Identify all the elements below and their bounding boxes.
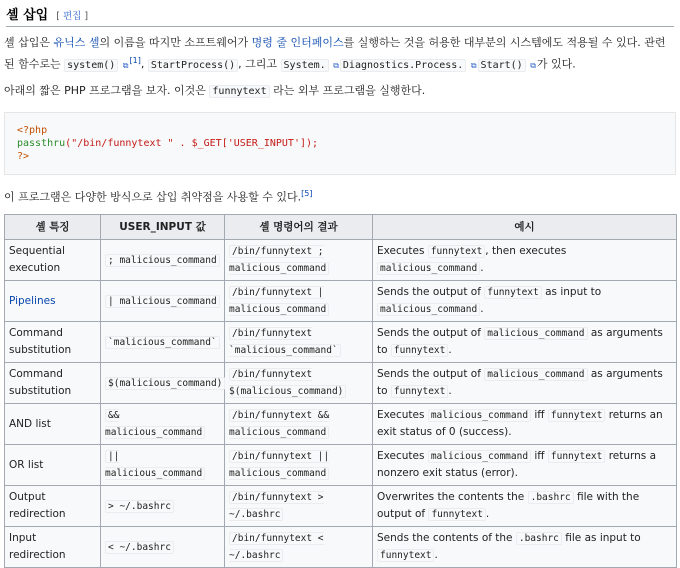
link-pipelines[interactable]: Pipelines <box>9 294 56 307</box>
cell-example: Sends the output of malicious_command as arguments to funnytext . <box>373 363 677 404</box>
cell-input: < ~/.bashrc <box>101 527 225 568</box>
cell-result: /bin/funnytext > ~/.bashrc <box>225 486 373 527</box>
table-body <box>5 240 677 568</box>
section-heading-row <box>6 0 674 27</box>
cell-example: Sends the output of malicious_command as arguments to funnytext . <box>373 322 677 363</box>
cell-result: /bin/funnytext | malicious_command <box>225 281 373 322</box>
cell-example: Executes malicious_command iff funnytext returns an exit status of 0 (success). <box>373 404 677 445</box>
cell-input: || malicious_command <box>101 445 225 486</box>
table-row <box>5 363 677 404</box>
code-diagnostics: Diagnostics.Process. <box>340 59 466 72</box>
code-line-2: passthru("/bin/funnytext " . $_GET['USER_INPUT']); <box>17 137 319 149</box>
cell-example: Executes malicious_command iff funnytext returns a nonzero exit status (error). <box>373 445 677 486</box>
cell-feature: Input redirection <box>5 527 101 568</box>
cell-input: $(malicious_command) <box>101 363 225 404</box>
code-start: Start() <box>478 59 526 72</box>
cell-input: > ~/.bashrc <box>101 486 225 527</box>
cell-result: /bin/funnytext || malicious_command <box>225 445 373 486</box>
injection-table <box>4 214 677 568</box>
cell-input: ; malicious_command <box>101 240 225 281</box>
cell-example: Overwrites the contents the .bashrc file with the output of funnytext . <box>373 486 677 527</box>
header-input: USER_INPUT 값 <box>101 215 225 240</box>
link-shell[interactable]: 셸 <box>88 36 100 49</box>
cell-input: | malicious_command <box>101 281 225 322</box>
external-link-icon[interactable]: ⧉ <box>122 60 129 70</box>
cell-result: /bin/funnytext `malicious_command` <box>225 322 373 363</box>
external-link-icon[interactable]: ⧉ <box>470 60 477 70</box>
table-row <box>5 486 677 527</box>
cell-example: Sends the contents of the .bashrc file as input to funnytext . <box>373 527 677 568</box>
intro-paragraph: 셸 삽입은 유닉스 셸의 이름을 따지만 소프트웨어가 명령 줄 인터페이스를 실행하는 것을 허용한 대부분의 시스템에도 적용될 수 있다. 관련된 함수로는 system() ⧉[1], StartProcess() , 그리고 System. ⧉ Diagnostics.Process. ⧉ Start() ⧉가 있다. <box>4 34 676 75</box>
header-result: 셸 명령어의 결과 <box>225 215 373 240</box>
link-unix[interactable]: 유닉스 <box>53 36 86 49</box>
outro-paragraph: 이 프로그램은 다양한 방식으로 삽입 취약점을 사용할 수 있다.[5] <box>4 188 313 204</box>
link-cli[interactable]: 명령 줄 인터페이스 <box>251 36 344 49</box>
table-row <box>5 281 677 322</box>
cell-feature: OR list <box>5 445 101 486</box>
citation-5[interactable]: [5] <box>301 188 313 198</box>
code-line-1: <?php <box>17 124 48 136</box>
table-row <box>5 240 677 281</box>
php-code-block <box>4 112 676 175</box>
cell-feature: Output redirection <box>5 486 101 527</box>
edit-link[interactable]: [ 편집 ] <box>56 11 89 22</box>
cell-feature <box>5 281 101 322</box>
cell-input: `malicious_command` <box>101 322 225 363</box>
cell-example: Executes funnytext , then executes malicious_command . <box>373 240 677 281</box>
citation-1[interactable]: [1] <box>129 56 141 65</box>
code-funnytext: funnytext <box>209 85 269 98</box>
code-system-ns: System. <box>281 59 329 72</box>
cell-feature: AND list <box>5 404 101 445</box>
table-row <box>5 404 677 445</box>
table-row <box>5 322 677 363</box>
cell-example: Sends the output of funnytext as input to malicious_command . <box>373 281 677 322</box>
table-header-row <box>5 215 677 240</box>
php-intro-paragraph: 아래의 짧은 PHP 프로그램을 보자. 이것은 funnytext 라는 외부 프로그램을 실행한다. <box>4 83 426 97</box>
table-row <box>5 527 677 568</box>
cell-feature: Sequential execution <box>5 240 101 281</box>
header-example: 예시 <box>373 215 677 240</box>
code-line-3: ?> <box>17 150 30 162</box>
cell-feature: Command substitution <box>5 322 101 363</box>
cell-input: && malicious_command <box>101 404 225 445</box>
cell-result: /bin/funnytext && malicious_command <box>225 404 373 445</box>
external-link-icon[interactable]: ⧉ <box>530 60 536 70</box>
cell-result: /bin/funnytext ; malicious_command <box>225 240 373 281</box>
table-row <box>5 445 677 486</box>
external-link-icon[interactable]: ⧉ <box>333 60 339 70</box>
cell-result: /bin/funnytext < ~/.bashrc <box>225 527 373 568</box>
header-feature: 셸 특징 <box>5 215 101 240</box>
cell-result: /bin/funnytext $(malicious_command) <box>225 363 373 404</box>
cell-feature: Command substitution <box>5 363 101 404</box>
code-system: system() <box>64 59 118 72</box>
code-startprocess: StartProcess() <box>148 59 238 72</box>
section-title: 셸 삽입 <box>6 8 49 23</box>
